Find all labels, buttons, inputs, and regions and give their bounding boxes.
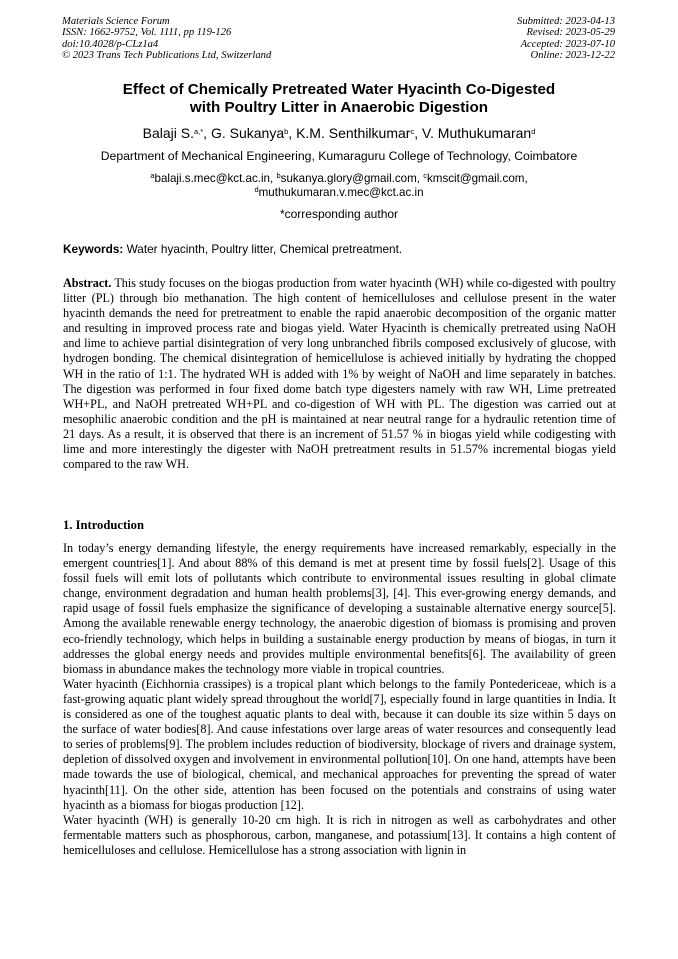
- email-address: kmscit@gmail.com: [426, 172, 525, 185]
- keywords-text: Water hyacinth, Poultry litter, Chemical pretreatment.: [123, 242, 403, 256]
- email-address: sukanya.glory@gmail.com: [280, 172, 417, 185]
- email-separator: ,: [416, 172, 424, 185]
- email-separator: ,: [524, 172, 528, 185]
- email-line: [60, 172, 618, 186]
- title-line: Effect of Chemically Pretreated Water Hyacinth Co-Digested: [122, 81, 556, 98]
- author-affil-mark: a,*: [193, 127, 204, 136]
- paragraph: Water hyacinth (WH) is generally 10-20 cm high. It is rich in nitrogen as well as carbohydrates and other fermentable matters such as phosphorous, carbon, manganese, and potassium[13]. It contains a high content of hemicelluloses and cellulose. Hemicellulose has a strong association with lignin in: [63, 812, 616, 857]
- author-emails: [60, 172, 618, 201]
- author-separator: ,: [288, 125, 297, 141]
- doi-line: doi:10.4028/p-CLz1a4: [62, 38, 159, 50]
- issn-line: ISSN: 1662-9752, Vol. 1111, pp 119-126: [62, 27, 232, 39]
- email-line: [60, 186, 618, 200]
- email-address: muthukumaran.v.mec@kct.ac.in: [258, 186, 424, 200]
- paper-title: [60, 81, 618, 117]
- author-affil-mark: b: [284, 127, 289, 136]
- author-list: [60, 125, 618, 142]
- author-affil-mark: d: [531, 127, 536, 136]
- introduction-body: [63, 541, 616, 858]
- author-separator: ,: [414, 125, 422, 141]
- keywords: [63, 242, 616, 257]
- submission-dates: [517, 16, 615, 62]
- section-heading: 1. Introduction: [63, 518, 144, 532]
- abstract: [63, 276, 616, 472]
- copyright-line: © 2023 Trans Tech Publications Ltd, Switzerland: [62, 50, 272, 62]
- abstract-label: Abstract.: [63, 276, 112, 290]
- corresponding-note: *corresponding author: [279, 207, 399, 221]
- abstract-text: This study focuses on the biogas production from water hyacinth (WH) while co-digested with poultry litter (PL) through bio methanation. The high content of hemicelluloses and cellulose present in the water hyacinth demands the need for pretreatment to enable the rapid anaerobic decomposition of the organic matter and resulting in improved process rate and biogas yield. Water Hyacinth is chemically pretreated using NaOH and lime to achieve partial disintegration of very long unbranched fibrils composed exclusively of glucose, with hydrogen bonding. The chemical disintegration of hemicellulose is achieved initially by hydrating the chopped WH in the ratio of 1:1. The hydrated WH is added with 1% by weight of NaOH and lime separately in batches. The digestion was performed in four fixed dome batch type digesters namely with raw WH, Lime pretreated WH+PL, and NaOH pretreated WH+PL and co-digestion of WH with PL. The digestion was carried out at mesophilic anaerobic condition and the pH is maintained at near neutral range for a hydraulic retention time of 21 days. As a result, it is observed that there is an increment of 51.57 % in biogas yield while codigesting with lime and more interestingly the digester with NaOH pretreatment results in 51.57% incremental biogas yield compared to the raw WH.: [63, 276, 616, 472]
- journal-info: [62, 16, 271, 62]
- online-date: Online: 2023-12-22: [530, 50, 615, 62]
- author-name: V. Muthukumaran: [421, 125, 532, 141]
- author-name: K.M. Senthilkumar: [296, 125, 411, 141]
- accepted-date: Accepted: 2023-07-10: [520, 38, 615, 50]
- paragraph: Water hyacinth (Eichhornia crassipes) is a tropical plant which belongs to the family Pontedericeae, which is a fast-growing aquatic plant widely spread throughout the world[7], especially found in large quantities in India. It is considered as one of the toughest aquatic plants to deal with, because it can double its size within 5 days on the surface of water bodies[8]. And cause infestations over large areas of water resources and consequently lead to series of problems[9]. The problem includes reduction of biodiversity, blockage of rivers and drainage system, depletion of dissolved oxygen and involvement in environmental pollution[10]. On one hand, attempts have been made towards the use of biological, chemical, and mechanical approaches for preventing the spread of water hyacinth[11]. On the other side, attention has been focused on the potentials and constrains of using water hyacinth as a biomass for biogas production [12].: [63, 676, 616, 812]
- title-line: with Poultry Litter in Anaerobic Digestion: [189, 99, 489, 116]
- email-address: balaji.s.mec@kct.ac.in: [154, 172, 271, 185]
- author-affil-mark: c: [410, 127, 415, 136]
- submitted-date: Submitted: 2023-04-13: [517, 16, 615, 27]
- affiliation: Department of Mechanical Engineering, Kumaraguru College of Technology, Coimbatore: [100, 149, 578, 163]
- email-separator: ,: [270, 172, 277, 185]
- author-name: G. Sukanya: [210, 125, 285, 141]
- email-mark: a: [150, 171, 155, 180]
- keywords-label: Keywords:: [63, 242, 124, 256]
- author-separator: ,: [203, 125, 211, 141]
- email-mark: d: [254, 185, 259, 195]
- paragraph: In today’s energy demanding lifestyle, the energy requirements have increased remarkably, especially in the emergent countries[1]. And about 88% of this demand is met at present time by fossil fuels[2]. Usage of this fossil fuels will emit lots of pollutants which contribute to environmental issues resulting in global climate change, environment degradation and human health problems[3], [4]. This ever-growing energy demands, and rapid usage of fossil fuels emphasize the significance of developing a sustainable alternative energy source[5]. Among the available renewable energy technology, the anaerobic digestion of biomass is promising and proven eco-friendly technology, which helps in building a sustainable energy production by means of biogas, in turn it addresses the global energy needs and provides multiple environmental benefits[6]. The availability of green biomass in abundance makes the technology more viable in tropical countries.: [63, 541, 616, 676]
- email-mark: c: [423, 171, 427, 180]
- email-mark: b: [276, 171, 281, 180]
- journal-name: Materials Science Forum: [62, 16, 170, 27]
- author-name: Balaji S.: [142, 125, 194, 141]
- revised-date: Revised: 2023-05-29: [526, 27, 615, 39]
